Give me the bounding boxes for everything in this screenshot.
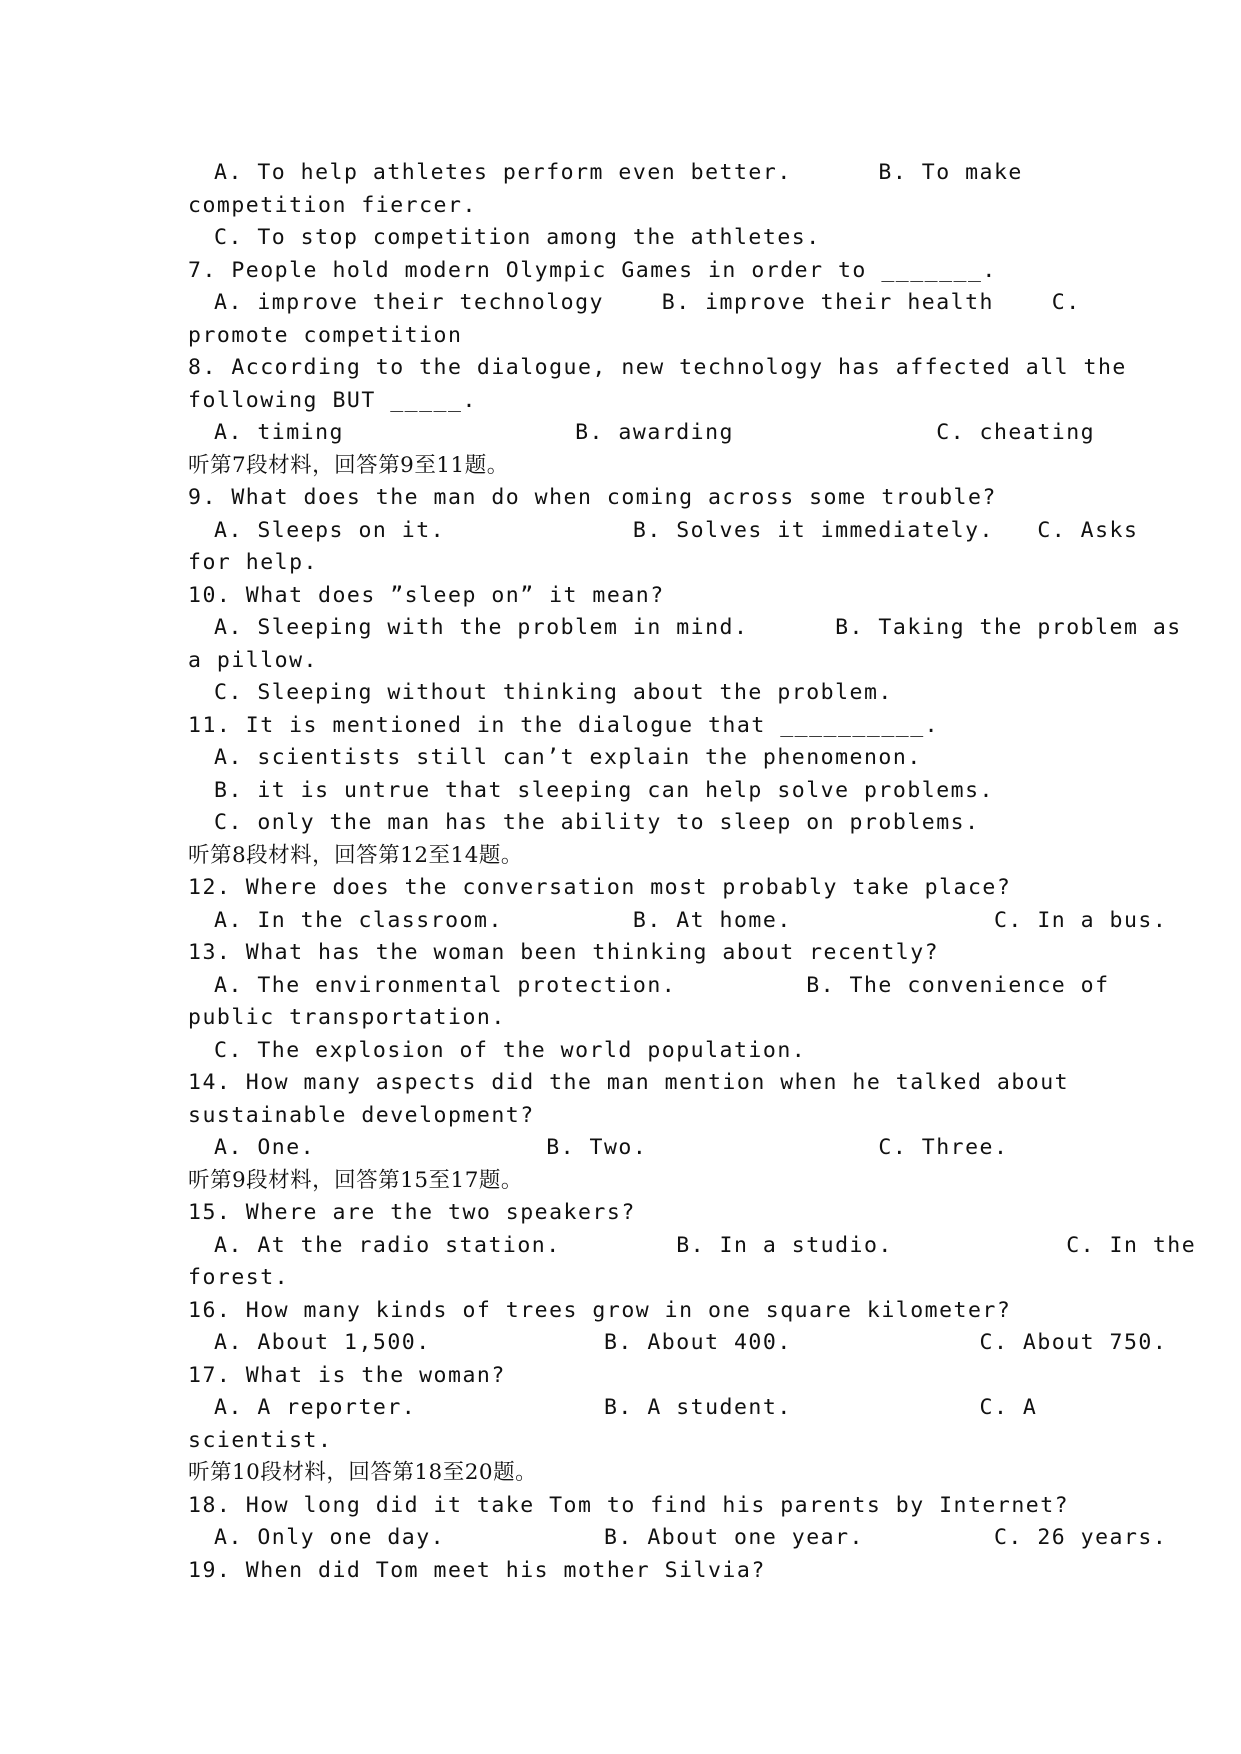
question-16: 16. How many kinds of trees grow in one square kilometer? bbox=[188, 1297, 1012, 1323]
question-8: 8. According to the dialogue, new technology has affected all the bbox=[188, 355, 1127, 380]
question-10: 10. What does ”sleep on” it mean? bbox=[188, 582, 665, 608]
section-heading-10: 听第10段材料，回答第18至20题。 bbox=[188, 1460, 538, 1485]
question-7-options-cont: promote competition bbox=[188, 322, 463, 348]
question-10-options-cont: a pillow. bbox=[188, 647, 318, 673]
question-13-options-cont: public transportation. bbox=[188, 1005, 506, 1030]
question-7-options: A. improve their technology B. improve their health C. bbox=[214, 290, 1081, 315]
question-9: 9. What does the man do when coming across some trouble? bbox=[188, 485, 997, 510]
section-heading-8: 听第8段材料，回答第12至14题。 bbox=[188, 842, 523, 868]
question-14-options: A. One. B. Two. C. Three. bbox=[214, 1135, 1009, 1160]
question-14-cont: sustainable development? bbox=[188, 1102, 535, 1128]
question-18-options: A. Only one day. B. About one year. C. 26 years. bbox=[214, 1525, 1168, 1550]
question-19: 19. When did Tom meet his mother Silvia? bbox=[188, 1557, 766, 1583]
question-13-options: A. The environmental protection. B. The convenience of bbox=[214, 972, 1110, 998]
section-heading-7: 听第7段材料，回答第9至11题。 bbox=[188, 452, 509, 478]
question-17: 17. What is the woman? bbox=[188, 1362, 506, 1388]
question-18: 18. How long did it take Tom to find his parents by Internet? bbox=[188, 1492, 1070, 1518]
question-12: 12. Where does the conversation most probably take place? bbox=[188, 875, 1012, 900]
question-11-option-b: B. it is untrue that sleeping can help solve problems. bbox=[214, 777, 994, 803]
question-8-options: A. timing B. awarding C. cheating bbox=[214, 420, 1096, 445]
question-13-option-c: C. The explosion of the world population. bbox=[214, 1037, 807, 1063]
question-13: 13. What has the woman been thinking about recently? bbox=[188, 940, 940, 965]
question-9-options-cont: for help. bbox=[188, 550, 318, 575]
line-03: C. To stop competition among the athletes. bbox=[214, 225, 821, 250]
question-9-options: A. Sleeps on it. B. Solves it immediately. C. Asks bbox=[214, 517, 1139, 543]
question-10-options: A. Sleeping with the problem in mind. B. Taking the problem as bbox=[214, 615, 1182, 640]
question-14: 14. How many aspects did the man mention when he talked about bbox=[188, 1070, 1070, 1095]
question-10-option-c: C. Sleeping without thinking about the problem. bbox=[214, 680, 893, 705]
question-16-options: A. About 1,500. B. About 400. C. About 750. bbox=[214, 1330, 1168, 1355]
section-heading-9: 听第9段材料，回答第15至17题。 bbox=[188, 1167, 523, 1193]
question-7: 7. People hold modern Olympic Games in order to _______. bbox=[188, 257, 997, 283]
question-17-options: A. A reporter. B. A student. C. A bbox=[214, 1395, 1038, 1420]
line-01: A. To help athletes perform even better. B. To make bbox=[214, 160, 1023, 185]
line-02: competition fiercer. bbox=[188, 192, 477, 218]
question-15-options-cont: forest. bbox=[188, 1265, 290, 1290]
document-page bbox=[188, 157, 1197, 1587]
question-11-option-c: C. only the man has the ability to sleep on problems. bbox=[214, 810, 980, 835]
question-8-cont: following BUT _____. bbox=[188, 387, 477, 413]
question-15: 15. Where are the two speakers? bbox=[188, 1200, 636, 1225]
question-11: 11. It is mentioned in the dialogue that __________. bbox=[188, 712, 940, 738]
question-11-option-a: A. scientists still can’t explain the phenomenon. bbox=[214, 745, 922, 770]
question-17-options-cont: scientist. bbox=[188, 1427, 333, 1453]
question-12-options: A. In the classroom. B. At home. C. In a bus. bbox=[214, 907, 1168, 933]
question-15-options: A. At the radio station. B. In a studio. C. In the bbox=[214, 1232, 1197, 1258]
